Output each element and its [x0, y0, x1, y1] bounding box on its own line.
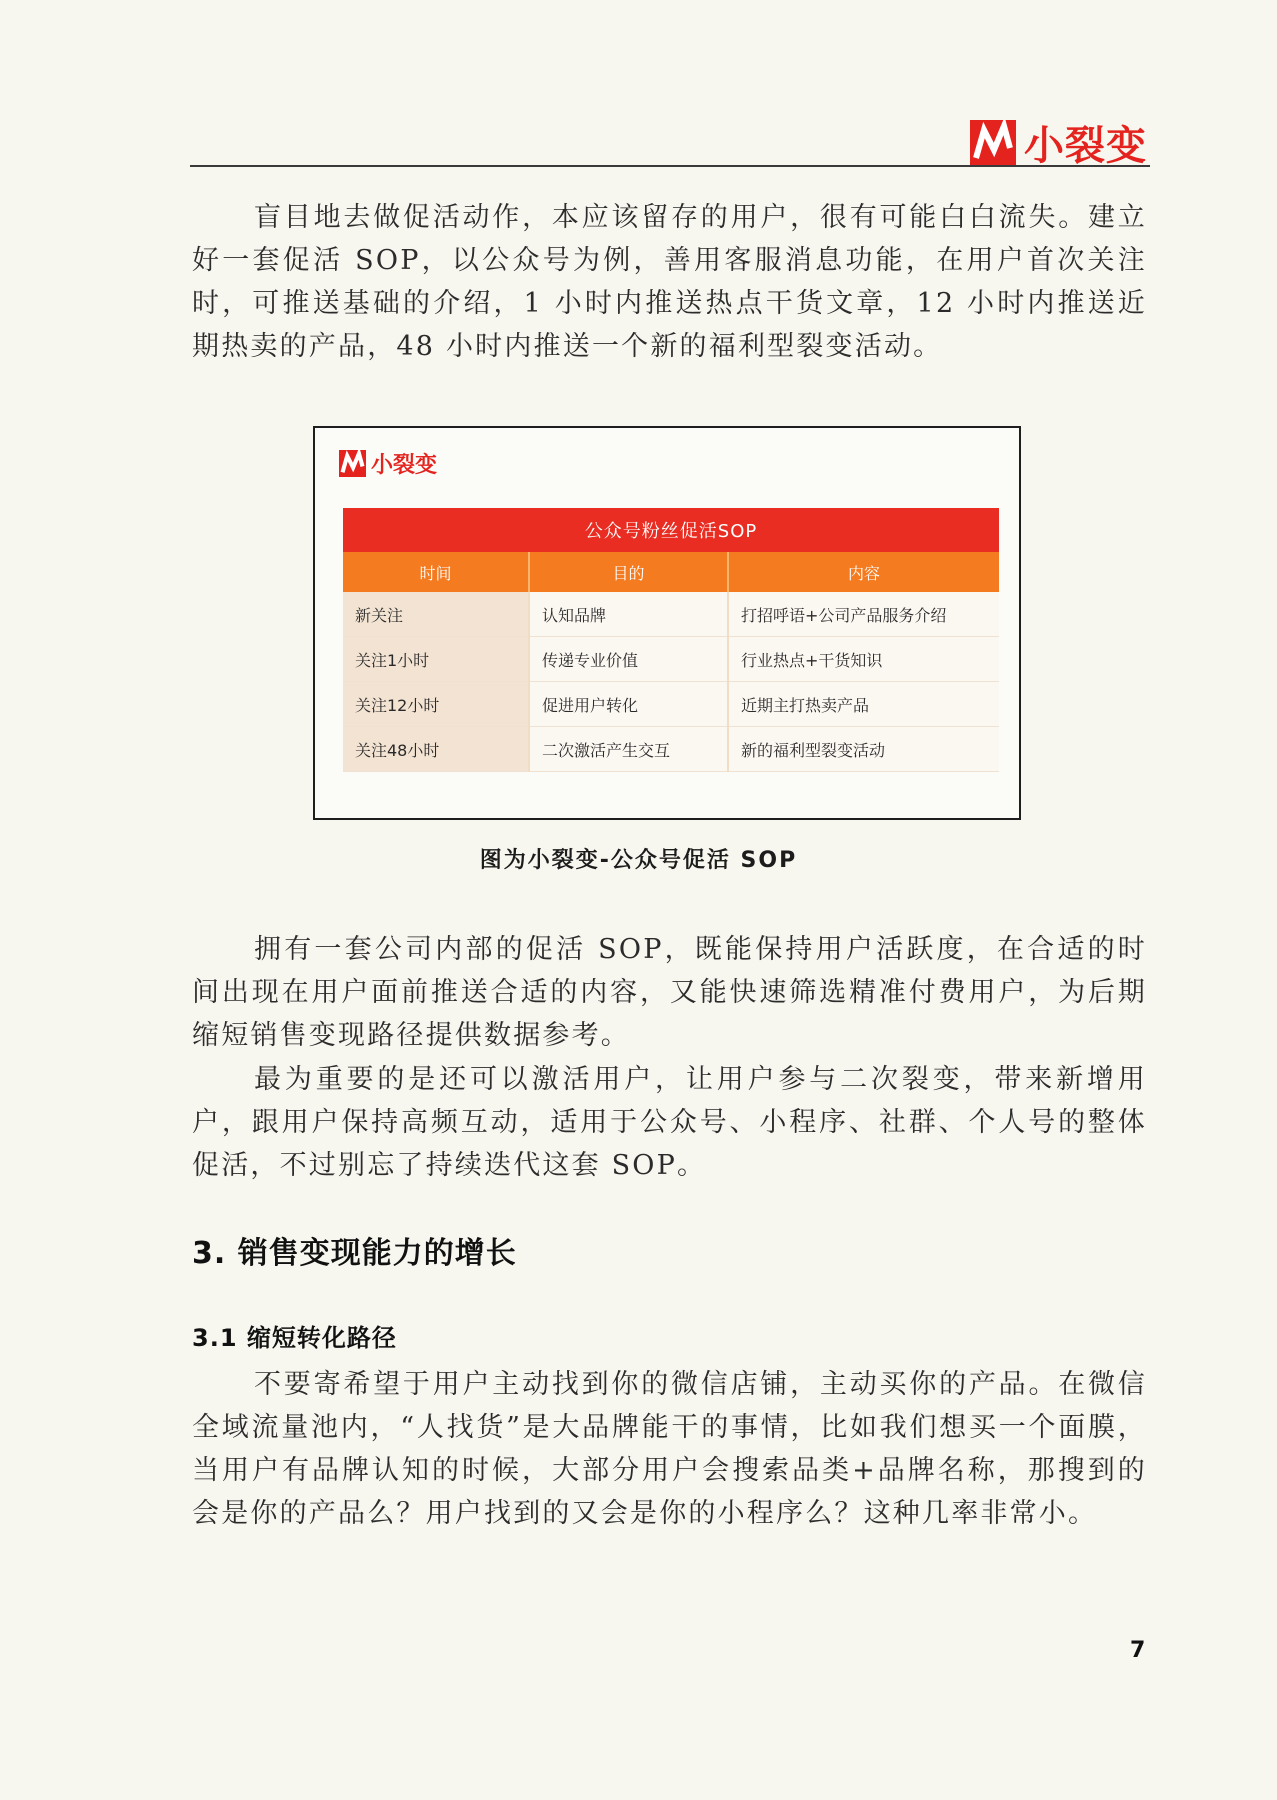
table-cell: 近期主打热卖产品 — [728, 682, 999, 727]
figure-sop — [313, 426, 1021, 820]
table-row — [343, 682, 999, 727]
table-row — [343, 637, 999, 682]
figure-logo — [339, 448, 437, 479]
table-cell: 传递专业价值 — [529, 637, 728, 682]
table-cell: 打招呼语+公司产品服务介绍 — [728, 592, 999, 637]
table-cell: 新的福利型裂变活动 — [728, 727, 999, 772]
column-header-time: 时间 — [343, 552, 529, 592]
column-header-content: 内容 — [728, 552, 999, 592]
paragraph-4: 不要寄希望于用户主动找到你的微信店铺，主动买你的产品。在微信全域流量池内，“人找货”是大品牌能干的事情，比如我们想买一个面膜，当用户有品牌认知的时候，大部分用户会搜索品类+品牌名称，那搜到的会是你的产品么？用户找到的又会是你的小程序么？这种几率非常小。 — [192, 1369, 1147, 1529]
table-cell: 新关注 — [343, 592, 529, 637]
table-cell: 关注1小时 — [343, 637, 529, 682]
paragraph-3: 最为重要的是还可以激活用户，让用户参与二次裂变，带来新增用户，跟用户保持高频互动，适用于公众号、小程序、社群、个人号的整体促活，不过别忘了持续迭代这套 SOP。 — [192, 1064, 1147, 1181]
sop-table — [343, 508, 999, 772]
page-number: 7 — [1130, 1638, 1146, 1663]
sop-table-title: 公众号粉丝促活SOP — [343, 508, 999, 552]
header-logo-text: 小裂变 — [1024, 123, 1147, 169]
table-row — [343, 592, 999, 637]
table-cell: 关注12小时 — [343, 682, 529, 727]
header-rule — [190, 165, 1150, 167]
table-cell: 关注48小时 — [343, 727, 529, 772]
header-logo — [970, 114, 1147, 171]
table-row — [343, 727, 999, 772]
figure-logo-icon — [339, 450, 366, 477]
section-heading: 3. 销售变现能力的增长 — [192, 1236, 517, 1271]
column-header-purpose: 目的 — [529, 552, 728, 592]
paragraph-2: 拥有一套公司内部的促活 SOP，既能保持用户活跃度，在合适的时间出现在用户面前推送合适的内容，又能快速筛选精准付费用户，为后期缩短销售变现路径提供数据参考。 — [192, 934, 1147, 1051]
brand-logo-icon — [970, 120, 1016, 166]
figure-caption: 图为小裂变-公众号促活 SOP — [479, 848, 798, 873]
figure-logo-text: 小裂变 — [371, 453, 438, 478]
table-cell: 认知品牌 — [529, 592, 728, 637]
subsection-heading: 3.1 缩短转化路径 — [192, 1324, 397, 1352]
table-cell: 二次激活产生交互 — [529, 727, 728, 772]
paragraph-1: 盲目地去做促活动作，本应该留存的用户，很有可能白白流失。建立好一套促活 SOP，以公众号为例，善用客服消息功能，在用户首次关注时，可推送基础的介绍，1 小时内推送热点干货文章，12 小时内推送近期热卖的产品，48 小时内推送一个新的福利型裂变活动。 — [192, 202, 1147, 362]
table-cell: 行业热点+干货知识 — [728, 637, 999, 682]
table-cell: 促进用户转化 — [529, 682, 728, 727]
